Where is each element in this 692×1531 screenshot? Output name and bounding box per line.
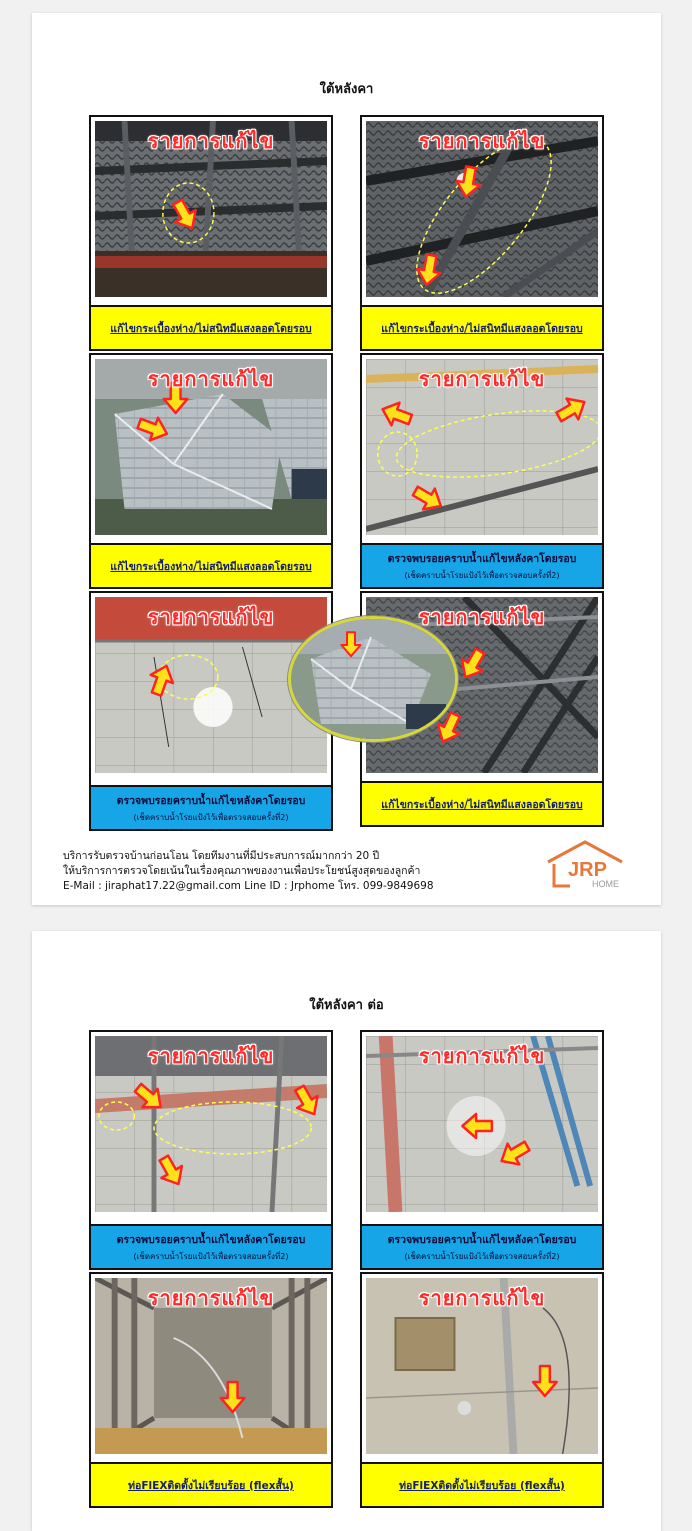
ceiling-photo [95,1036,327,1212]
caption-text: ตรวจพบรอยคราบน้ำแก้ไขหลังคาโดยรอบ [387,553,577,565]
roof-photo [95,359,327,535]
watermark-text: รายการแก้ไข [418,129,546,153]
photo-caption [362,543,602,587]
photo-caption [362,1462,602,1506]
document-page-1 [32,13,661,905]
photo-caption [91,1224,331,1268]
photo-card [89,591,333,831]
caption-subtext: (เช็ดคราบน้ำโรยแป้งไว้เพื่อตรวจสอบครั้งที่2) [133,813,289,822]
footer-line: ให้บริการการตรวจโดยเน้นในเรื่องคุณภาพของงานเพื่อประโยชน์สูงสุดของลูกค้า [63,865,421,877]
attic-photo [95,1278,327,1454]
photo-caption [91,543,331,587]
caption-subtext: (เช็ดคราบน้ำโรยแป้งไว้เพื่อตรวจสอบครั้งที่2) [404,1252,560,1261]
caption-text: ตรวจพบรอยคราบน้ำแก้ไขหลังคาโดยรอบ [387,1234,577,1246]
roof-photo [366,121,598,297]
photo-caption [362,305,602,349]
page-title: ใต้หลังคา [319,82,374,97]
caption-text: ตรวจพบรอยคราบน้ำแก้ไขหลังคาโดยรอบ [116,1234,306,1246]
ceiling-photo [366,1036,598,1212]
photo-card [89,115,333,351]
caption-text: ท่อFlEXติดตั้งไม่เรียบร้อย (flexสั้น) [128,1479,294,1492]
logo-sub: HOME [592,879,619,889]
photo-caption [91,305,331,349]
caption-subtext: (เช็ดคราบน้ำโรยแป้งไว้เพื่อตรวจสอบครั้งที่2) [404,571,560,580]
jrp-home-logo [542,840,628,892]
caption-text: ท่อFlEXติดตั้งไม่เรียบร้อย (flexสั้น) [399,1479,565,1492]
watermark-text: รายการแก้ไข [418,367,546,391]
watermark-text: รายการแก้ไข [147,367,275,391]
caption-text: แก้ไขกระเบื้องห่าง/ไม่สนิทมีแสงลอดโดยรอบ [110,322,312,335]
caption-text: แก้ไขกระเบื้องห่าง/ไม่สนิทมีแสงลอดโดยรอบ [381,798,583,811]
photo-caption [91,785,331,829]
photo-card [89,353,333,589]
company-footer [63,849,434,894]
photo-caption [362,781,602,825]
zoom-inset-photo [288,616,458,742]
watermark-text: รายการแก้ไข [418,1044,546,1068]
watermark-text: รายการแก้ไข [147,1286,275,1310]
photo-caption [91,1462,331,1506]
ceiling-photo [366,1278,598,1454]
page-title: ใต้หลังคา ต่อ [309,998,384,1013]
watermark-text: รายการแก้ไข [418,605,546,629]
caption-text: แก้ไขกระเบื้องห่าง/ไม่สนิทมีแสงลอดโดยรอบ [110,560,312,573]
watermark-text: รายการแก้ไข [147,129,275,153]
caption-text: แก้ไขกระเบื้องห่าง/ไม่สนิทมีแสงลอดโดยรอบ [381,322,583,335]
photo-card [360,115,604,351]
caption-subtext: (เช็ดคราบน้ำโรยแป้งไว้เพื่อตรวจสอบครั้งที่2) [133,1252,289,1261]
photo-card [360,1030,604,1270]
footer-contact: E-Mail : jiraphat17.22@gmail.com Line ID : Jrphome โทร. 099-9849698 [63,880,434,892]
roof-photo [95,121,327,297]
caption-text: ตรวจพบรอยคราบน้ำแก้ไขหลังคาโดยรอบ [116,795,306,807]
photo-card [360,1272,604,1508]
footer-line: บริการรับตรวจบ้านก่อนโอน โดยทีมงานที่มีประสบการณ์มากกว่า 20 ปี [63,850,380,862]
watermark-text: รายการแก้ไข [147,1044,275,1068]
logo-mark: JRP [568,859,607,881]
photo-card [89,1272,333,1508]
photo-card [89,1030,333,1270]
watermark-text: รายการแก้ไข [147,605,275,629]
photo-card [360,353,604,589]
photo-caption [362,1224,602,1268]
document-page-2 [32,931,661,1531]
watermark-text: รายการแก้ไข [418,1286,546,1310]
ceiling-photo [366,359,598,535]
